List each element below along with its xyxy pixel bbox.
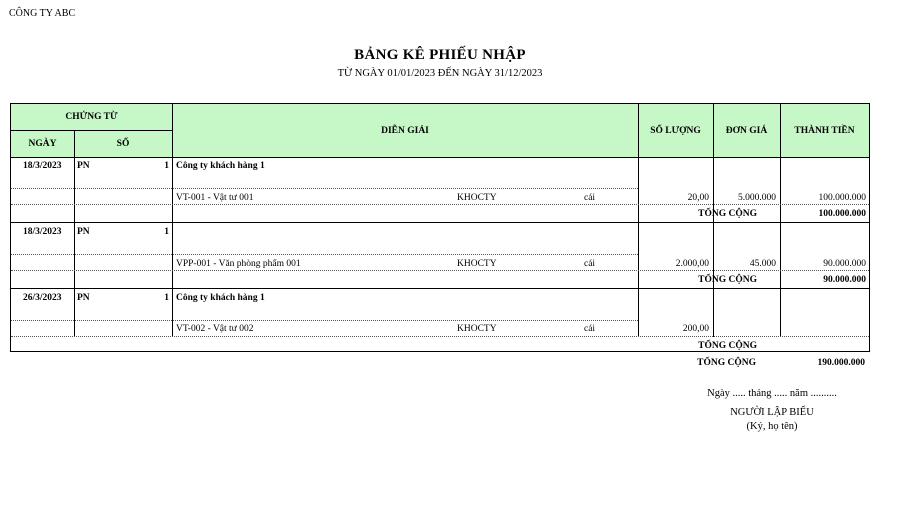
signature-date-line: Ngày ..... tháng ..... năm ..........	[707, 388, 837, 399]
subtotal-label: TỔNG CỘNG	[698, 341, 757, 351]
voucher-type: PN	[77, 227, 90, 237]
grand-total-label: TỔNG CỘNG	[697, 358, 756, 368]
row-line	[11, 204, 869, 205]
partner-name: Công ty khách hàng 1	[176, 293, 265, 303]
group-separator	[11, 288, 869, 289]
signature-note: (Ký, họ tên)	[746, 421, 798, 432]
voucher-number: 1	[164, 293, 169, 303]
voucher-type: PN	[77, 293, 90, 303]
col-header-don-gia: ĐƠN GIÁ	[713, 104, 780, 157]
voucher-type: PN	[77, 161, 90, 171]
quantity: 2.000,00	[675, 259, 709, 269]
row-line	[11, 188, 638, 189]
col-header-dien-giai: DIỄN GIẢI	[172, 104, 638, 157]
header-divider	[11, 130, 172, 131]
item-description: VPP-001 - Văn phòng phẩm 001	[176, 259, 301, 269]
col-line	[74, 130, 75, 337]
group-separator	[11, 222, 869, 223]
col-line	[638, 104, 639, 337]
quantity: 200,00	[682, 324, 709, 334]
report-period: TỪ NGÀY 01/01/2023 ĐẾN NGÀY 31/12/2023	[337, 68, 543, 79]
col-line	[780, 104, 781, 337]
grand-total-value: 190.000.000	[817, 358, 865, 368]
partner-name: Công ty khách hàng 1	[176, 161, 265, 171]
subtotal-label: TỔNG CỘNG	[698, 275, 757, 285]
row-line	[11, 320, 638, 321]
col-header-chung-tu: CHỨNG TỪ	[11, 104, 172, 130]
col-line	[172, 104, 173, 337]
unit: cái	[584, 259, 596, 269]
row-line	[11, 336, 869, 337]
report-title: BẢNG KÊ PHIẾU NHẬP	[354, 47, 526, 63]
receipt-table	[10, 103, 870, 352]
warehouse: KHOCTY	[457, 259, 497, 269]
voucher-date: 18/3/2023	[23, 227, 62, 237]
col-header-ngay: NGÀY	[11, 130, 74, 157]
voucher-number: 1	[164, 227, 169, 237]
col-header-so: SỐ	[74, 130, 172, 157]
col-header-thanh-tien: THÀNH TIỀN	[780, 104, 869, 157]
col-line	[713, 104, 714, 337]
signature-role: NGƯỜI LẬP BIỂU	[730, 407, 814, 418]
header-bottom-line	[11, 157, 869, 158]
row-line	[11, 254, 638, 255]
voucher-date: 26/3/2023	[23, 293, 62, 303]
voucher-date: 18/3/2023	[23, 161, 62, 171]
col-header-so-luong: SỐ LƯỢNG	[638, 104, 713, 157]
amount: 100.000.000	[818, 193, 866, 203]
subtotal-label: TỔNG CỘNG	[698, 209, 757, 219]
subtotal-value: 100.000.000	[818, 209, 866, 219]
unit: cái	[584, 193, 596, 203]
item-description: VT-002 - Vật tư 002	[176, 324, 254, 334]
unit: cái	[584, 324, 596, 334]
unit-price: 45.000	[749, 259, 776, 269]
voucher-number: 1	[164, 161, 169, 171]
quantity: 20,00	[687, 193, 709, 203]
item-description: VT-001 - Vật tư 001	[176, 193, 254, 203]
subtotal-value: 90.000.000	[823, 275, 866, 285]
warehouse: KHOCTY	[457, 193, 497, 203]
amount: 90.000.000	[823, 259, 866, 269]
row-line	[11, 270, 869, 271]
unit-price: 5.000.000	[738, 193, 776, 203]
warehouse: KHOCTY	[457, 324, 497, 334]
company-name: CÔNG TY ABC	[9, 8, 76, 19]
